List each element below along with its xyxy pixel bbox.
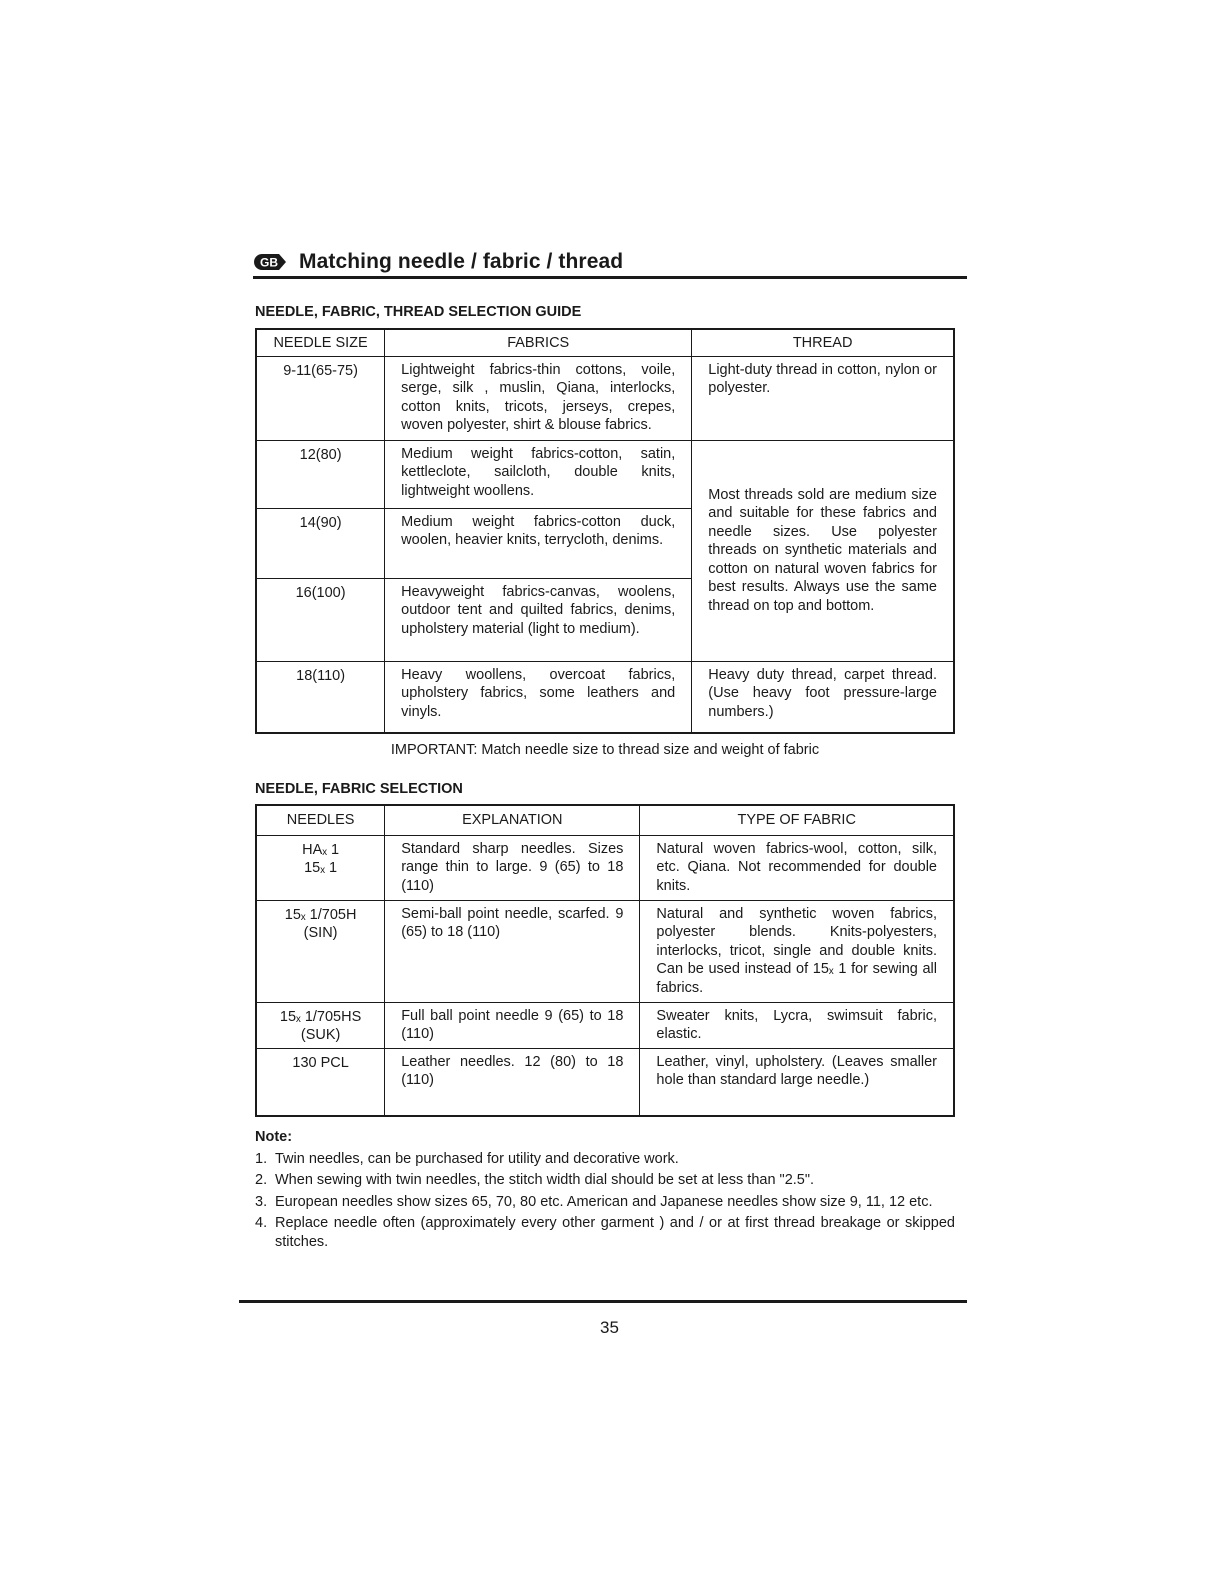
fabrics-cell: Lightweight fabrics-thin cottons, voile, serge, silk , muslin, Qiana, interlocks, cotton knits, tricots, jerseys, crepes, woven polyester, shirt & blouse fabrics. (385, 356, 692, 440)
explanation-cell: Standard sharp needles. Sizes range thin to large. 9 (65) to 18 (110) (385, 835, 640, 900)
needle-name: 130 PCL (292, 1054, 349, 1071)
fabrics-cell: Heavy woollens, overcoat fabrics, upholstery fabrics, some leathers and vinyls. (385, 661, 692, 733)
table-row (256, 356, 954, 440)
column-header: NEEDLE SIZE (256, 329, 385, 356)
thread-cell: Light-duty thread in cotton, nylon or polyester. (692, 356, 954, 440)
column-header: TYPE OF FABRIC (640, 805, 954, 835)
gb-language-badge-icon (253, 253, 287, 271)
thread-cell: Heavy duty thread, carpet thread. (Use heavy foot pressure-large numbers.) (692, 661, 954, 733)
table-row (256, 1002, 954, 1048)
notes-list (255, 1150, 955, 1252)
page-number: 35 (600, 1318, 619, 1337)
table-row (256, 661, 954, 733)
table-header-row (256, 329, 954, 356)
note-item (255, 1193, 955, 1212)
needle-name: HAₓ 1 (302, 841, 340, 858)
needle-name: 15ₓ 1/705HS (279, 1008, 362, 1025)
fabrics-cell: Medium weight fabrics-cotton duck, woolen, heavier knits, terrycloth, denims. (385, 508, 692, 578)
needle-cell (256, 900, 385, 1002)
needle-size-cell: 18(110) (256, 661, 385, 733)
notes-section (255, 1128, 955, 1254)
table-row (256, 835, 954, 900)
fabric-type-cell: Natural and synthetic woven fabrics, polyester blends. Knits-polyesters, interlocks, tricot, single and double knits. Can be used instead of 15ₓ 1 for sewing all fabrics. (640, 900, 954, 1002)
note-item (255, 1150, 955, 1169)
needle-size-cell: 14(90) (256, 508, 385, 578)
column-header: NEEDLES (256, 805, 385, 835)
note-text: Twin needles, can be purchased for utility and decorative work. (275, 1150, 679, 1167)
note-item (255, 1171, 955, 1190)
table-row (256, 440, 954, 508)
table-row (256, 900, 954, 1002)
fabric-type-cell: Natural woven fabrics-wool, cotton, silk, etc. Qiana. Not recommended for double knits. (640, 835, 954, 900)
selection-section-title: NEEDLE, FABRIC SELECTION (255, 781, 463, 797)
page-header (253, 248, 967, 276)
notes-title: Note: (255, 1129, 293, 1145)
needle-cell (256, 1048, 385, 1116)
note-number: 2. (255, 1172, 268, 1188)
important-note: IMPORTANT: Match needle size to thread size and weight of fabric (390, 742, 820, 758)
column-header: EXPLANATION (385, 805, 640, 835)
fabric-type-cell: Sweater knits, Lycra, swimsuit fabric, elastic. (640, 1002, 954, 1048)
needle-fabric-selection-table (255, 804, 955, 1117)
explanation-cell: Full ball point needle 9 (65) to 18 (110) (385, 1002, 640, 1048)
guide-section-title: NEEDLE, FABRIC, THREAD SELECTION GUIDE (255, 304, 582, 320)
fabrics-cell: Medium weight fabrics-cotton, satin, kettleclote, sailcloth, double knits, lightweight woollens. (385, 440, 692, 508)
footer-divider (239, 1300, 967, 1303)
fabric-type-cell: Leather, vinyl, upholstery. (Leaves smaller hole than standard large needle.) (640, 1048, 954, 1116)
fabrics-cell: Heavyweight fabrics-canvas, woolens, outdoor tent and quilted fabrics, denims, upholstery material (light to medium). (385, 578, 692, 661)
note-number: 3. (255, 1193, 268, 1210)
page-title: Matching needle / fabric / thread (299, 250, 624, 273)
needle-name: (SUK) (300, 1027, 341, 1043)
explanation-cell: Semi-ball point needle, scarfed. 9 (65) to 18 (110) (385, 900, 640, 1002)
note-text: When sewing with twin needles, the stitch width dial should be set at less than "2.5". (275, 1172, 815, 1188)
needle-fabric-thread-table (255, 328, 955, 734)
thread-cell: Most threads sold are medium size and suitable for these fabrics and needle sizes. Use polyester threads on synthetic materials and cotton on natural woven fabrics for best results. Always use the same thread on top and bottom. (692, 440, 954, 661)
column-header: THREAD (692, 329, 954, 356)
needle-name: 15ₓ 1/705H (284, 906, 357, 923)
needle-name: (SIN) (303, 925, 338, 941)
needle-size-cell: 9-11(65-75) (256, 356, 385, 440)
note-text: Replace needle often (approximately every other garment ) and / or at first thread breakage or skipped stitches. (275, 1215, 955, 1250)
needle-size-cell: 16(100) (256, 578, 385, 661)
table-header-row (256, 805, 954, 835)
needle-name: 15ₓ 1 (304, 860, 338, 876)
note-text: European needles show sizes 65, 70, 80 etc. American and Japanese needles show size 9, 11, 12 etc. (275, 1193, 933, 1210)
needle-cell (256, 1002, 385, 1048)
gb-badge-text: GB (260, 255, 278, 270)
column-header: FABRICS (385, 329, 692, 356)
note-number: 1. (255, 1150, 268, 1167)
note-number: 4. (255, 1215, 268, 1231)
needle-cell (256, 835, 385, 900)
header-divider (253, 276, 967, 279)
table-row (256, 1048, 954, 1116)
needle-size-cell: 12(80) (256, 440, 385, 508)
explanation-cell: Leather needles. 12 (80) to 18 (110) (385, 1048, 640, 1116)
note-item (255, 1214, 955, 1251)
